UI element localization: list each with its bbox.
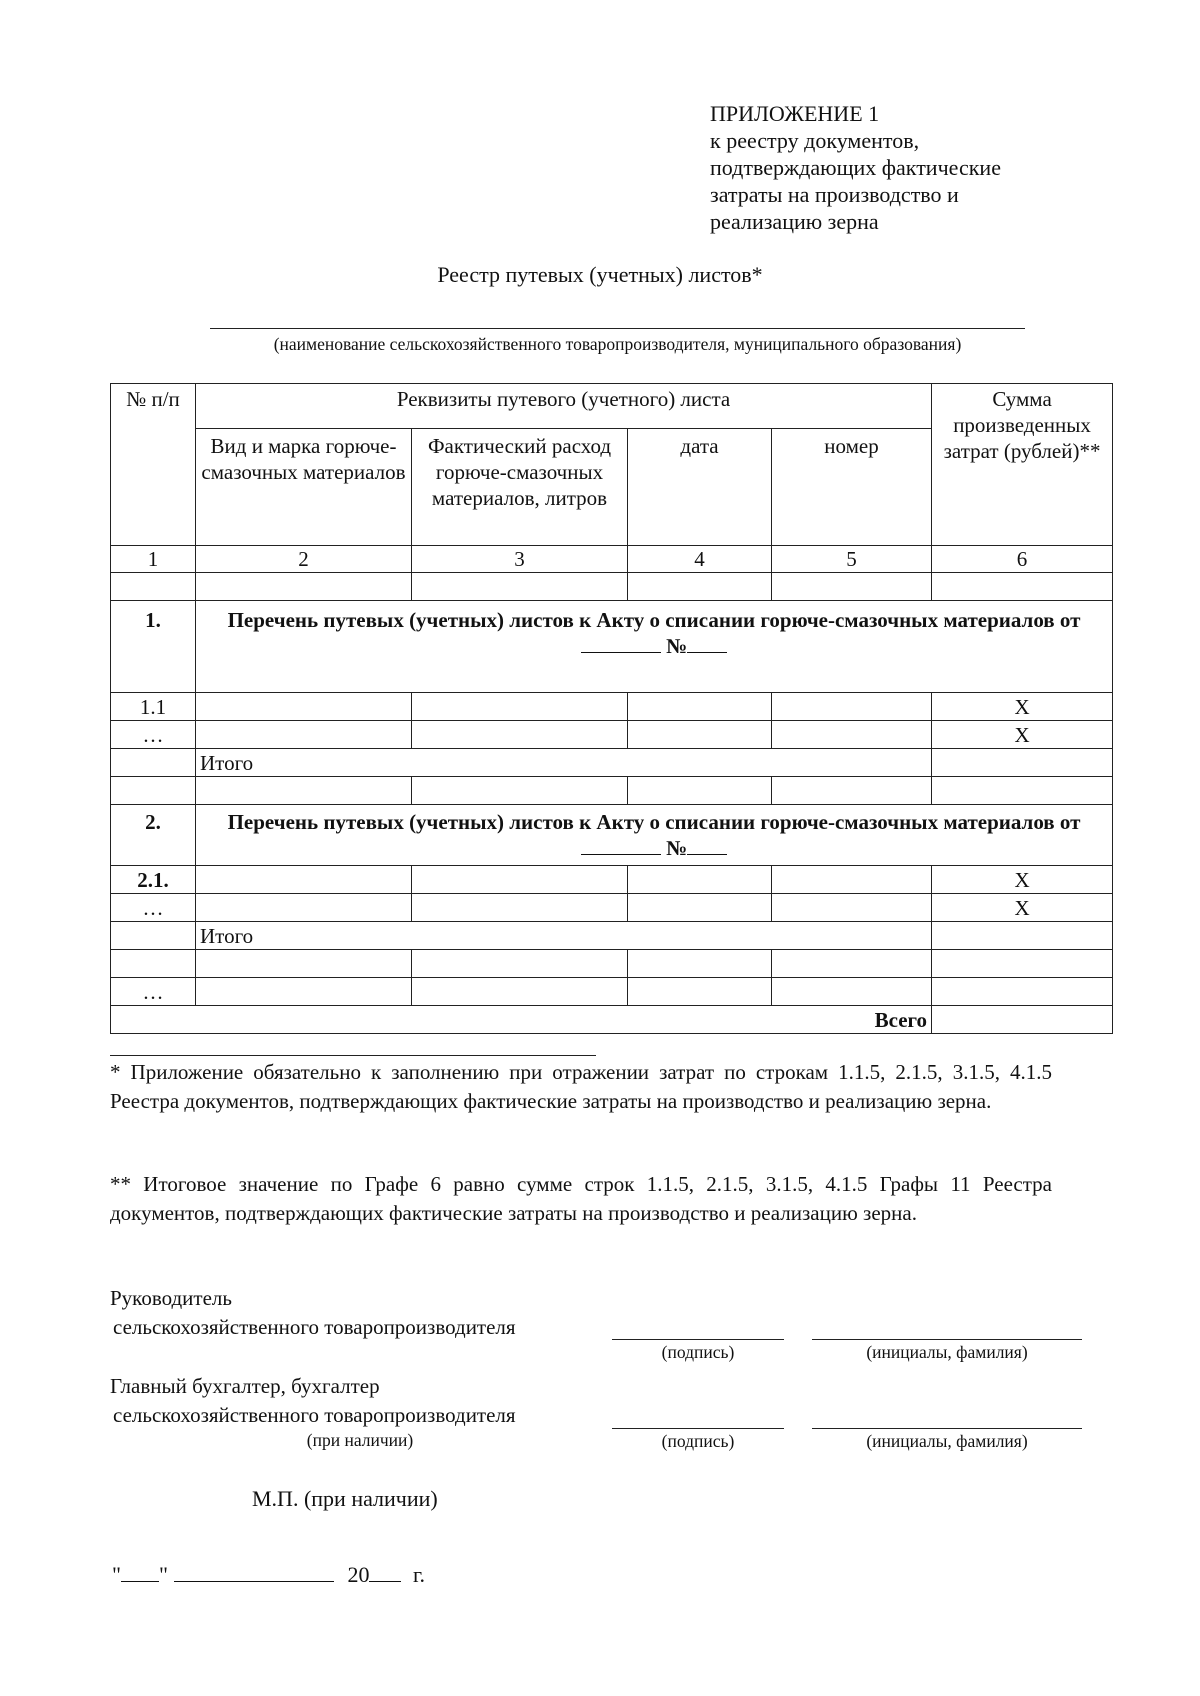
column-number-row	[111, 546, 1113, 573]
table-row	[111, 777, 1113, 805]
table-row	[111, 978, 1113, 1006]
section-title: Перечень путевых (учетных) листов к Акту о списании горюче-смазочных материалов от №	[196, 601, 1113, 693]
row-sum: Х	[932, 894, 1113, 922]
column-number: 1	[111, 546, 196, 573]
total-label: Итого	[196, 922, 932, 950]
date-line: " " 20 г.	[112, 1562, 426, 1587]
head-title: Руководитель	[110, 1286, 232, 1310]
head-name-line	[812, 1339, 1082, 1340]
accountant-name-line	[812, 1428, 1082, 1429]
table-row	[111, 573, 1113, 601]
table-row	[111, 693, 1113, 721]
section-title: Перечень путевых (учетных) листов к Акту о списании горюче-смазочных материалов от №	[196, 805, 1113, 866]
table-row	[111, 894, 1113, 922]
accountant-if-any: (при наличии)	[306, 1430, 414, 1450]
total-label: Итого	[196, 749, 932, 777]
header-fuel-type: Вид и марка горюче-смазочных материалов	[196, 429, 412, 546]
column-number: 6	[932, 546, 1113, 573]
table-row	[111, 721, 1113, 749]
row-number: …	[111, 894, 196, 922]
header-consumption: Фактический расход горюче-смазочных материалов, литров	[412, 429, 628, 546]
total-row	[111, 749, 1113, 777]
appendix-line: ПРИЛОЖЕНИЕ 1	[710, 101, 880, 126]
grand-total-label: Всего	[111, 1006, 932, 1034]
accountant-title-2: сельскохозяйственного товаропроизводителя	[113, 1403, 516, 1427]
accountant-signature-line	[612, 1428, 784, 1429]
table-row	[111, 950, 1113, 978]
section-number: 2.	[111, 805, 196, 866]
footnote-2: ** Итоговое значение по Графе 6 равно сумме строк 1.1.5, 2.1.5, 3.1.5, 4.1.5 Графы 11 Реестра документов, подтверждающих фактические затраты на производство и реализацию зерна.	[110, 1172, 1052, 1225]
header-date: дата	[628, 429, 772, 546]
appendix-line: подтверждающих фактические	[710, 155, 1001, 180]
appendix-heading	[710, 100, 1001, 235]
row-number: …	[111, 978, 196, 1006]
head-signature-caption: (подпись)	[661, 1342, 735, 1362]
header-num: № п/п	[111, 384, 196, 546]
header-number: номер	[772, 429, 932, 546]
column-number: 4	[628, 546, 772, 573]
footnote-divider	[110, 1055, 596, 1056]
row-number: …	[111, 721, 196, 749]
footnote-1: * Приложение обязательно к заполнению при отражении затрат по строкам 1.1.5, 2.1.5, 3.1.5, 4.1.5 Реестра документов, подтверждающих фактические затраты на производство и реализацию зерна.	[110, 1060, 1052, 1113]
document-title: Реестр путевых (учетных) листов*	[437, 262, 763, 287]
column-number: 3	[412, 546, 628, 573]
section-number: 1.	[111, 601, 196, 693]
total-row	[111, 922, 1113, 950]
row-sum: Х	[932, 866, 1113, 894]
accountant-signature-caption: (подпись)	[661, 1431, 735, 1451]
table-row	[111, 866, 1113, 894]
header-sum: Сумма произведенных затрат (рублей)**	[932, 384, 1113, 546]
section-row-2	[111, 805, 1113, 866]
row-number: 1.1	[111, 693, 196, 721]
column-number: 5	[772, 546, 932, 573]
row-sum: Х	[932, 721, 1113, 749]
row-number: 2.1.	[111, 866, 196, 894]
appendix-line: к реестру документов,	[710, 128, 920, 153]
head-title-2: сельскохозяйственного товаропроизводителя	[113, 1315, 516, 1339]
column-number: 2	[196, 546, 412, 573]
row-sum: Х	[932, 693, 1113, 721]
accountant-title: Главный бухгалтер, бухгалтер	[110, 1374, 380, 1398]
grand-total-row	[111, 1006, 1113, 1034]
head-initials-caption: (инициалы, фамилия)	[866, 1342, 1028, 1362]
header-requisites: Реквизиты путевого (учетного) листа	[196, 384, 932, 429]
accountant-initials-caption: (инициалы, фамилия)	[866, 1431, 1028, 1451]
stamp-place: М.П. (при наличии)	[252, 1486, 438, 1511]
waybill-registry-table	[110, 383, 1113, 1034]
producer-name-line	[210, 328, 1025, 329]
head-signature-line	[612, 1339, 784, 1340]
producer-name-caption: (наименование сельскохозяйственного товаропроизводителя, муниципального образования)	[273, 334, 962, 354]
section-row-1	[111, 601, 1113, 693]
appendix-line: затраты на производство и	[710, 182, 959, 207]
appendix-line: реализацию зерна	[710, 209, 879, 234]
